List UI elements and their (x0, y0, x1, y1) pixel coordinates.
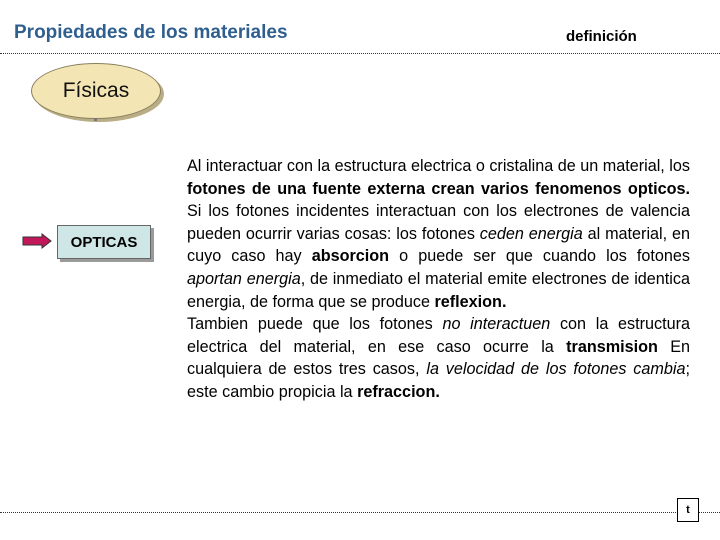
bottom-divider (0, 512, 720, 513)
text-segment: o puede ser que cuando los fotones (389, 247, 690, 266)
italic-segment: aportan energia (187, 269, 301, 288)
nav-button[interactable] (677, 498, 699, 522)
bold-segment: absorcion (311, 247, 390, 266)
italic-segment: no interactuen (442, 315, 551, 334)
category-oval[interactable] (31, 63, 161, 119)
category-label: Físicas (62, 79, 130, 102)
bold-segment: refraccion. (357, 382, 440, 401)
opticas-button[interactable] (57, 225, 151, 259)
text-segment: Al interactuar con la estructura electrica o cristalina de un material, los (187, 157, 690, 175)
text-segment: ; este cambio propicia la (187, 360, 690, 401)
slide-title: Propiedades de los materiales (14, 22, 288, 43)
bold-segment: transmision (566, 337, 658, 356)
definition-text (187, 155, 690, 404)
connector-dot (94, 118, 97, 121)
text-segment: al material, en cuyo caso hay (187, 224, 690, 266)
arrow-right-icon (22, 233, 52, 249)
opticas-label: OPTICAS (70, 233, 138, 251)
text-segment: Si los fotones incidentes interactuan con los electrones de valencia pueden ocurrir varias cosas: los fotones (187, 202, 690, 243)
nav-label: t (686, 504, 690, 516)
bold-segment: reflexion. (434, 292, 507, 311)
text-segment: En cualquiera de estos tres casos, (187, 337, 690, 379)
text-segment: , de inmediato el material emite electrones de identica energia, de forma que se produce (187, 269, 690, 311)
bold-segment: fotones de una fuente externa crean varios fenomenos opticos. (187, 179, 690, 198)
text-segment: Tambien puede que los fotones (187, 315, 443, 334)
top-divider (0, 53, 720, 54)
text-segment: con la estructura electrica del material, en ese caso ocurre la (187, 315, 690, 356)
italic-segment: ceden energia (479, 224, 583, 243)
italic-segment: la velocidad de los fotones cambia (426, 360, 686, 379)
section-subtitle: definición (566, 28, 637, 45)
